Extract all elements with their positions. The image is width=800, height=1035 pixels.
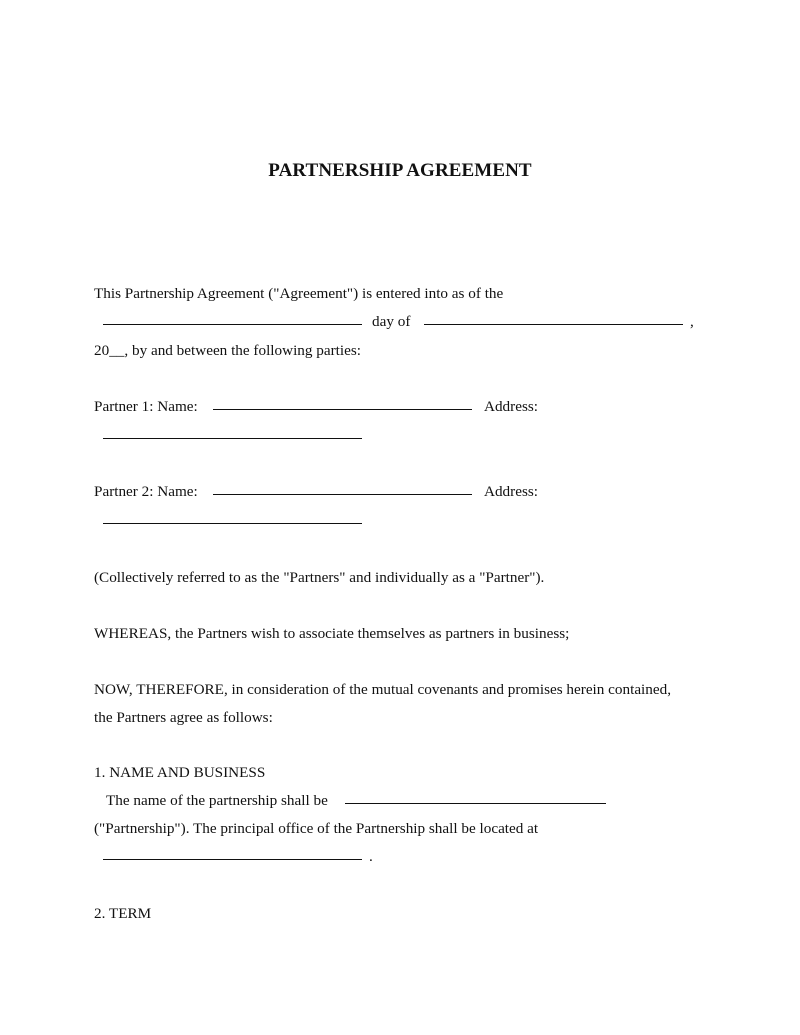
intro-line: This Partnership Agreement ("Agreement") is entered into as of the (94, 285, 504, 302)
month-blank[interactable] (424, 324, 683, 325)
now-therefore-line-2: the Partners agree as follows: (94, 709, 273, 726)
collectively-paragraph: (Collectively referred to as the "Partners" and individually as a "Partner"). (94, 569, 545, 586)
partner2-address-blank[interactable] (103, 523, 362, 524)
partnership-name-blank[interactable] (345, 803, 606, 804)
section2-heading: 2. TERM (94, 905, 152, 922)
partner1-name-label: Partner 1: Name: (94, 398, 198, 415)
day-of-text: day of (372, 313, 411, 330)
section1-name-text: The name of the partnership shall be (106, 792, 328, 809)
partner1-name-blank[interactable] (213, 409, 472, 410)
partner2-address-label: Address: (484, 483, 538, 500)
partner2-name-label: Partner 2: Name: (94, 483, 198, 500)
office-location-blank[interactable] (103, 859, 362, 860)
comma-text: , (690, 313, 694, 330)
year-line: 20__, by and between the following parties: (94, 342, 361, 359)
document-title: PARTNERSHIP AGREEMENT (268, 160, 532, 181)
partner1-address-label: Address: (484, 398, 538, 415)
section1-office-text: ("Partnership"). The principal office of the Partnership shall be located at (94, 820, 539, 837)
section1-period: . (369, 848, 373, 865)
whereas-paragraph: WHEREAS, the Partners wish to associate themselves as partners in business; (94, 625, 570, 642)
day-blank[interactable] (103, 324, 362, 325)
section1-heading: 1. NAME AND BUSINESS (94, 764, 266, 781)
partner2-name-blank[interactable] (213, 494, 472, 495)
now-therefore-line-1: NOW, THEREFORE, in consideration of the mutual covenants and promises herein contained, (94, 681, 672, 698)
partner1-address-blank[interactable] (103, 438, 362, 439)
